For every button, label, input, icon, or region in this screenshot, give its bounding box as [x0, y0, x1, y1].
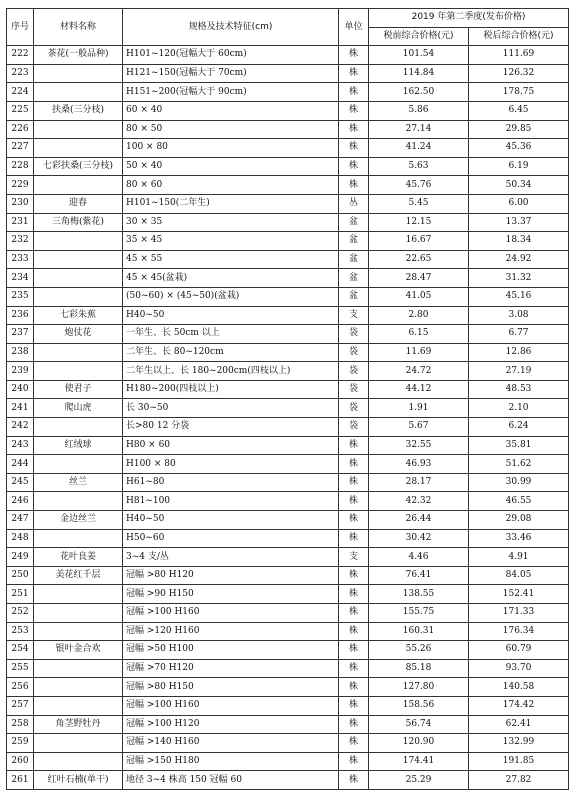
table-row	[7, 325, 569, 344]
table-row	[7, 622, 569, 641]
material-name	[34, 269, 123, 288]
row-number: 256	[7, 678, 34, 697]
material-name	[34, 250, 123, 269]
header-period: 2019 年第二季度(发布价格)	[369, 9, 569, 28]
row-number: 250	[7, 566, 34, 585]
price-table	[6, 8, 569, 790]
unit: 株	[339, 492, 369, 511]
row-number: 253	[7, 622, 34, 641]
row-number: 244	[7, 455, 34, 474]
specification: 80 × 50	[123, 120, 339, 139]
unit: 支	[339, 306, 369, 325]
material-name	[34, 734, 123, 753]
pre-tax-price: 55.26	[369, 641, 469, 660]
post-tax-price: 33.46	[469, 529, 569, 548]
row-number: 233	[7, 250, 34, 269]
specification: 冠幅 >140 H160	[123, 734, 339, 753]
table-row	[7, 604, 569, 623]
table-row	[7, 380, 569, 399]
specification: 冠幅 >80 H150	[123, 678, 339, 697]
unit: 盆	[339, 213, 369, 232]
pre-tax-price: 46.93	[369, 455, 469, 474]
pre-tax-price: 76.41	[369, 566, 469, 585]
table-row	[7, 473, 569, 492]
row-number: 243	[7, 436, 34, 455]
row-number: 238	[7, 343, 34, 362]
pre-tax-price: 44.12	[369, 380, 469, 399]
row-number: 232	[7, 232, 34, 251]
pre-tax-price: 155.75	[369, 604, 469, 623]
specification: 冠幅 >80 H120	[123, 566, 339, 585]
material-name	[34, 64, 123, 83]
header-no: 序号	[7, 9, 34, 46]
table-row	[7, 752, 569, 771]
table-row	[7, 511, 569, 530]
specification: 冠幅 >70 H120	[123, 659, 339, 678]
pre-tax-price: 138.55	[369, 585, 469, 604]
unit: 株	[339, 64, 369, 83]
row-number: 260	[7, 752, 34, 771]
post-tax-price: 111.69	[469, 46, 569, 65]
pre-tax-price: 41.24	[369, 139, 469, 158]
row-number: 222	[7, 46, 34, 65]
material-name	[34, 585, 123, 604]
material-name	[34, 362, 123, 381]
unit: 株	[339, 529, 369, 548]
row-number: 239	[7, 362, 34, 381]
post-tax-price: 27.19	[469, 362, 569, 381]
unit: 株	[339, 101, 369, 120]
post-tax-price: 45.16	[469, 287, 569, 306]
material-name	[34, 418, 123, 437]
specification: 冠幅 >90 H150	[123, 585, 339, 604]
table-header-row	[7, 9, 569, 28]
row-number: 231	[7, 213, 34, 232]
unit: 株	[339, 604, 369, 623]
header-name: 材料名称	[34, 9, 123, 46]
post-tax-price: 6.77	[469, 325, 569, 344]
post-tax-price: 93.70	[469, 659, 569, 678]
row-number: 234	[7, 269, 34, 288]
unit: 株	[339, 139, 369, 158]
row-number: 235	[7, 287, 34, 306]
material-name: 角茎野牡丹	[34, 715, 123, 734]
row-number: 255	[7, 659, 34, 678]
table-row	[7, 641, 569, 660]
post-tax-price: 18.34	[469, 232, 569, 251]
post-tax-price: 50.34	[469, 176, 569, 195]
pre-tax-price: 5.86	[369, 101, 469, 120]
post-tax-price: 6.00	[469, 194, 569, 213]
row-number: 251	[7, 585, 34, 604]
specification: 冠幅 >120 H160	[123, 622, 339, 641]
row-number: 249	[7, 548, 34, 567]
row-number: 226	[7, 120, 34, 139]
material-name	[34, 492, 123, 511]
unit: 袋	[339, 343, 369, 362]
row-number: 230	[7, 194, 34, 213]
post-tax-price: 174.42	[469, 696, 569, 715]
post-tax-price: 84.05	[469, 566, 569, 585]
specification: 80 × 60	[123, 176, 339, 195]
material-name: 扶桑(三分枝)	[34, 101, 123, 120]
pre-tax-price: 158.56	[369, 696, 469, 715]
pre-tax-price: 101.54	[369, 46, 469, 65]
unit: 株	[339, 641, 369, 660]
table-row	[7, 362, 569, 381]
material-name: 迎春	[34, 194, 123, 213]
table-row	[7, 269, 569, 288]
post-tax-price: 51.62	[469, 455, 569, 474]
table-row	[7, 343, 569, 362]
post-tax-price: 62.41	[469, 715, 569, 734]
table-row	[7, 678, 569, 697]
row-number: 257	[7, 696, 34, 715]
unit: 株	[339, 176, 369, 195]
material-name: 三角梅(紫花)	[34, 213, 123, 232]
unit: 株	[339, 46, 369, 65]
unit: 株	[339, 83, 369, 102]
row-number: 252	[7, 604, 34, 623]
specification: 地径 3~4 株高 150 冠幅 60	[123, 771, 339, 790]
pre-tax-price: 25.29	[369, 771, 469, 790]
post-tax-price: 3.08	[469, 306, 569, 325]
post-tax-price: 31.32	[469, 269, 569, 288]
post-tax-price: 176.34	[469, 622, 569, 641]
material-name	[34, 83, 123, 102]
pre-tax-price: 120.90	[369, 734, 469, 753]
table-row	[7, 194, 569, 213]
unit: 株	[339, 715, 369, 734]
post-tax-price: 171.33	[469, 604, 569, 623]
pre-tax-price: 160.31	[369, 622, 469, 641]
pre-tax-price: 26.44	[369, 511, 469, 530]
post-tax-price: 126.32	[469, 64, 569, 83]
row-number: 242	[7, 418, 34, 437]
material-name	[34, 455, 123, 474]
post-tax-price: 13.37	[469, 213, 569, 232]
pre-tax-price: 114.84	[369, 64, 469, 83]
table-body	[7, 46, 569, 790]
post-tax-price: 140.58	[469, 678, 569, 697]
material-name: 美花红千层	[34, 566, 123, 585]
material-name	[34, 604, 123, 623]
table-row	[7, 566, 569, 585]
unit: 株	[339, 696, 369, 715]
post-tax-price: 27.82	[469, 771, 569, 790]
material-name	[34, 529, 123, 548]
unit: 株	[339, 622, 369, 641]
unit: 盆	[339, 287, 369, 306]
material-name	[34, 696, 123, 715]
pre-tax-price: 85.18	[369, 659, 469, 678]
post-tax-price: 46.55	[469, 492, 569, 511]
specification: H40~50	[123, 511, 339, 530]
specification: H80 × 60	[123, 436, 339, 455]
specification: H81~100	[123, 492, 339, 511]
pre-tax-price: 174.41	[369, 752, 469, 771]
table-row	[7, 139, 569, 158]
material-name	[34, 176, 123, 195]
specification: 二年生、长 80~120cm	[123, 343, 339, 362]
table-row	[7, 46, 569, 65]
post-tax-price: 191.85	[469, 752, 569, 771]
table-row	[7, 399, 569, 418]
unit: 袋	[339, 325, 369, 344]
unit: 株	[339, 157, 369, 176]
specification: 一年生、长 50cm 以上	[123, 325, 339, 344]
row-number: 245	[7, 473, 34, 492]
specification: 100 × 80	[123, 139, 339, 158]
table-row	[7, 529, 569, 548]
table-row	[7, 250, 569, 269]
material-name: 七彩扶桑(三分枝)	[34, 157, 123, 176]
table-row	[7, 455, 569, 474]
specification: H101~150(二年生)	[123, 194, 339, 213]
pre-tax-price: 1.91	[369, 399, 469, 418]
table-row	[7, 734, 569, 753]
material-name	[34, 343, 123, 362]
unit: 株	[339, 734, 369, 753]
post-tax-price: 48.53	[469, 380, 569, 399]
material-name	[34, 659, 123, 678]
table-row	[7, 548, 569, 567]
post-tax-price: 60.79	[469, 641, 569, 660]
unit: 袋	[339, 418, 369, 437]
unit: 盆	[339, 232, 369, 251]
post-tax-price: 2.10	[469, 399, 569, 418]
specification: 45 × 45(盆栽)	[123, 269, 339, 288]
specification: H101~120(冠幅大于 60cm)	[123, 46, 339, 65]
table-row	[7, 492, 569, 511]
pre-tax-price: 16.67	[369, 232, 469, 251]
table-row	[7, 696, 569, 715]
unit: 袋	[339, 380, 369, 399]
pre-tax-price: 41.05	[369, 287, 469, 306]
unit: 株	[339, 455, 369, 474]
specification: 50 × 40	[123, 157, 339, 176]
post-tax-price: 178.75	[469, 83, 569, 102]
row-number: 228	[7, 157, 34, 176]
post-tax-price: 29.08	[469, 511, 569, 530]
pre-tax-price: 30.42	[369, 529, 469, 548]
material-name: 使君子	[34, 380, 123, 399]
specification: 二年生以上、长 180~200cm(四枝以上)	[123, 362, 339, 381]
post-tax-price: 6.45	[469, 101, 569, 120]
row-number: 248	[7, 529, 34, 548]
table-row	[7, 83, 569, 102]
unit: 盆	[339, 250, 369, 269]
pre-tax-price: 5.45	[369, 194, 469, 213]
pre-tax-price: 5.67	[369, 418, 469, 437]
pre-tax-price: 27.14	[369, 120, 469, 139]
post-tax-price: 30.99	[469, 473, 569, 492]
row-number: 225	[7, 101, 34, 120]
pre-tax-price: 2.80	[369, 306, 469, 325]
row-number: 261	[7, 771, 34, 790]
unit: 袋	[339, 362, 369, 381]
specification: 35 × 45	[123, 232, 339, 251]
specification: 冠幅 >100 H160	[123, 604, 339, 623]
table-row	[7, 659, 569, 678]
header-pre-tax: 税前综合价格(元)	[369, 27, 469, 46]
unit: 支	[339, 548, 369, 567]
row-number: 241	[7, 399, 34, 418]
post-tax-price: 152.41	[469, 585, 569, 604]
table-row	[7, 64, 569, 83]
row-number: 236	[7, 306, 34, 325]
pre-tax-price: 162.50	[369, 83, 469, 102]
row-number: 258	[7, 715, 34, 734]
material-name	[34, 232, 123, 251]
unit: 株	[339, 678, 369, 697]
specification: 60 × 40	[123, 101, 339, 120]
specification: H121~150(冠幅大于 70cm)	[123, 64, 339, 83]
material-name: 炮仗花	[34, 325, 123, 344]
pre-tax-price: 6.15	[369, 325, 469, 344]
unit: 株	[339, 752, 369, 771]
specification: 3~4 支/丛	[123, 548, 339, 567]
pre-tax-price: 28.47	[369, 269, 469, 288]
pre-tax-price: 22.65	[369, 250, 469, 269]
pre-tax-price: 24.72	[369, 362, 469, 381]
specification: 30 × 35	[123, 213, 339, 232]
unit: 株	[339, 473, 369, 492]
pre-tax-price: 5.63	[369, 157, 469, 176]
pre-tax-price: 28.17	[369, 473, 469, 492]
specification: H100 × 80	[123, 455, 339, 474]
post-tax-price: 6.19	[469, 157, 569, 176]
post-tax-price: 24.92	[469, 250, 569, 269]
post-tax-price: 45.36	[469, 139, 569, 158]
unit: 株	[339, 566, 369, 585]
row-number: 224	[7, 83, 34, 102]
specification: 冠幅 >100 H160	[123, 696, 339, 715]
pre-tax-price: 32.55	[369, 436, 469, 455]
specification: 冠幅 >150 H180	[123, 752, 339, 771]
material-name: 金边丝兰	[34, 511, 123, 530]
header-post-tax: 税后综合价格(元)	[469, 27, 569, 46]
table-row	[7, 176, 569, 195]
table-row	[7, 287, 569, 306]
post-tax-price: 29.85	[469, 120, 569, 139]
row-number: 229	[7, 176, 34, 195]
specification: 45 × 55	[123, 250, 339, 269]
specification: H180~200(四枝以上)	[123, 380, 339, 399]
row-number: 259	[7, 734, 34, 753]
post-tax-price: 6.24	[469, 418, 569, 437]
pre-tax-price: 127.80	[369, 678, 469, 697]
table-row	[7, 436, 569, 455]
pre-tax-price: 12.15	[369, 213, 469, 232]
header-spec: 规格及技术特征(cm)	[123, 9, 339, 46]
pre-tax-price: 11.69	[369, 343, 469, 362]
specification: 冠幅 >50 H100	[123, 641, 339, 660]
unit: 株	[339, 120, 369, 139]
unit: 株	[339, 585, 369, 604]
row-number: 240	[7, 380, 34, 399]
material-name	[34, 622, 123, 641]
row-number: 223	[7, 64, 34, 83]
material-name	[34, 287, 123, 306]
unit: 株	[339, 659, 369, 678]
unit: 株	[339, 771, 369, 790]
row-number: 254	[7, 641, 34, 660]
material-name: 花叶良姜	[34, 548, 123, 567]
material-name	[34, 678, 123, 697]
unit: 株	[339, 511, 369, 530]
table-row	[7, 585, 569, 604]
table-row	[7, 120, 569, 139]
pre-tax-price: 56.74	[369, 715, 469, 734]
material-name: 银叶金合欢	[34, 641, 123, 660]
specification: H50~60	[123, 529, 339, 548]
row-number: 247	[7, 511, 34, 530]
material-name	[34, 752, 123, 771]
specification: H61~80	[123, 473, 339, 492]
material-name: 爬山虎	[34, 399, 123, 418]
specification: H151~200(冠幅大于 90cm)	[123, 83, 339, 102]
material-name: 茶花(一般品种)	[34, 46, 123, 65]
material-name	[34, 139, 123, 158]
specification: 冠幅 >100 H120	[123, 715, 339, 734]
header-unit: 单位	[339, 9, 369, 46]
unit: 丛	[339, 194, 369, 213]
table-row	[7, 715, 569, 734]
post-tax-price: 12.86	[469, 343, 569, 362]
unit: 盆	[339, 269, 369, 288]
material-name	[34, 120, 123, 139]
table-row	[7, 101, 569, 120]
material-name: 红叶石楠(单干)	[34, 771, 123, 790]
table-row	[7, 771, 569, 790]
row-number: 227	[7, 139, 34, 158]
specification: 长 30~50	[123, 399, 339, 418]
table-row	[7, 306, 569, 325]
specification: H40~50	[123, 306, 339, 325]
row-number: 246	[7, 492, 34, 511]
table-row	[7, 418, 569, 437]
pre-tax-price: 45.76	[369, 176, 469, 195]
specification: (50~60) × (45~50)(盆栽)	[123, 287, 339, 306]
table-row	[7, 213, 569, 232]
unit: 袋	[339, 399, 369, 418]
pre-tax-price: 42.32	[369, 492, 469, 511]
table-row	[7, 232, 569, 251]
post-tax-price: 132.99	[469, 734, 569, 753]
specification: 长>80 12 分袋	[123, 418, 339, 437]
table-row	[7, 157, 569, 176]
unit: 株	[339, 436, 369, 455]
material-name: 七彩朱蕉	[34, 306, 123, 325]
post-tax-price: 35.81	[469, 436, 569, 455]
pre-tax-price: 4.46	[369, 548, 469, 567]
post-tax-price: 4.91	[469, 548, 569, 567]
row-number: 237	[7, 325, 34, 344]
material-name: 丝兰	[34, 473, 123, 492]
material-name: 红绒球	[34, 436, 123, 455]
